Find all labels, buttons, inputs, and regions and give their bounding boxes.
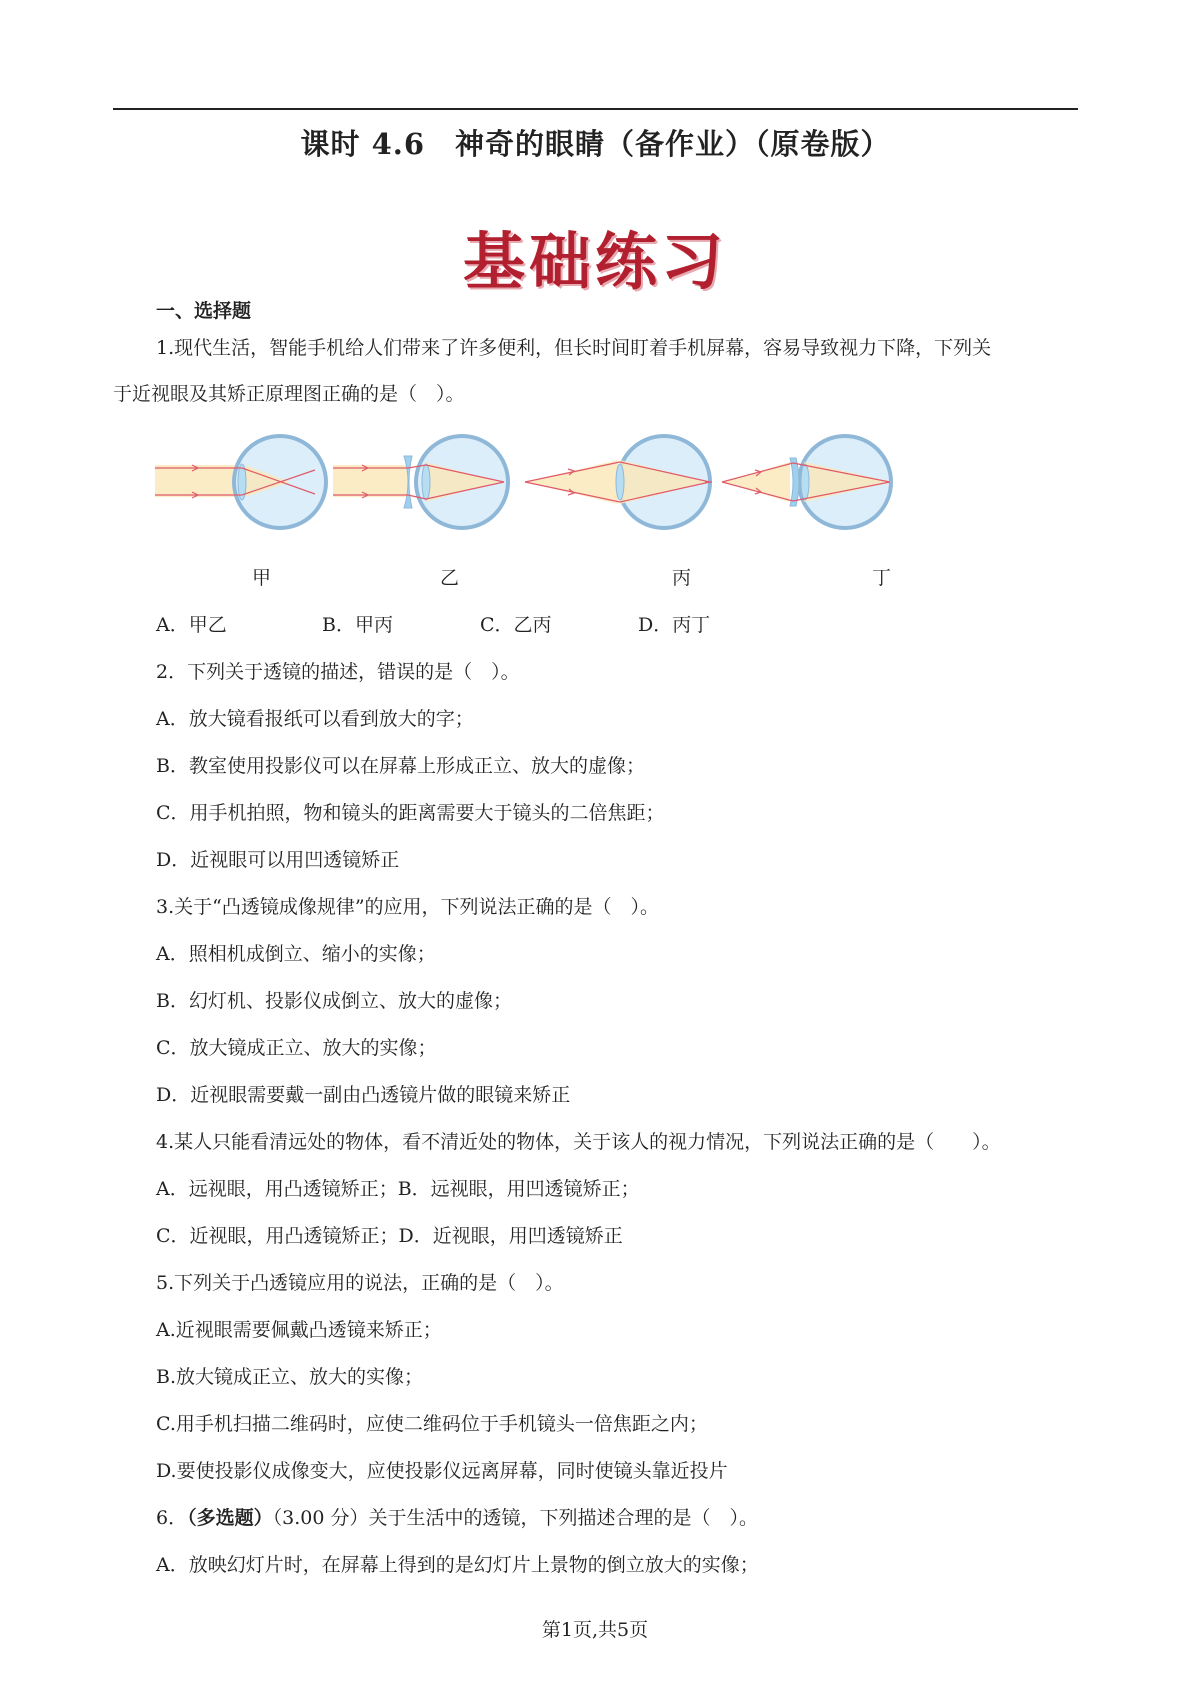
q5-option-c: C.用手机扫描二维码时，应使二维码位于手机镜头一倍焦距之内； [156,1413,708,1435]
q3-option-c: C．放大镜成正立、放大的实像； [156,1037,437,1059]
eye-diagram-jia [155,436,326,528]
header-rule [113,108,1078,110]
q6-multi-select-tag: （多选题） [187,1507,273,1529]
q5-stem: 5.下列关于凸透镜应用的说法，正确的是（ ）。 [156,1272,564,1294]
q3-option-d: D．近视眼需要戴一副由凸透镜片做的眼镜来矫正 [156,1084,571,1106]
eye-diagram-bing [525,436,712,528]
q1-option-c: C．乙丙 [480,614,552,636]
q5-option-d: D.要使投影仪成像变大，应使投影仪远离屏幕，同时使镜头靠近投片 [156,1460,728,1482]
q4-option-ab: A．远视眼，用凸透镜矫正；B．远视眼，用凹透镜矫正； [156,1178,640,1200]
figure-label-yi: 乙 [440,567,460,589]
q3-stem: 3.关于“凸透镜成像规律”的应用，下列说法正确的是（ ）。 [156,896,660,918]
q1-option-b: B．甲丙 [322,614,393,636]
q5-option-b: B.放大镜成正立、放大的实像； [156,1366,424,1388]
figure-label-jia: 甲 [252,567,272,589]
q6-number: 6． [156,1507,188,1529]
figure-label-bing: 丙 [672,567,692,589]
q1-option-a: A．甲乙 [156,614,227,636]
page-footer: 第1页,共5页 [541,1619,649,1641]
q2-option-b: B．教室使用投影仪可以在屏幕上形成正立、放大的虚像； [156,755,645,777]
q2-option-d: D．近视眼可以用凹透镜矫正 [156,849,400,871]
section-heading: 一、选择题 [156,300,252,322]
q1-stem-line1: 1.现代生活，智能手机给人们带来了许多便利，但长时间盯着手机屏幕，容易导致视力下降，下列关 [156,337,992,359]
q6-stem [156,1503,758,1530]
q3-option-a: A．照相机成倒立、缩小的实像； [156,943,436,965]
q6-option-a: A．放映幻灯片时，在屏幕上得到的是幻灯片上景物的倒立放大的实像； [156,1554,759,1576]
q5-option-a: A.近视眼需要佩戴凸透镜来矫正； [156,1319,442,1341]
section-banner: 基础练习 [462,225,727,298]
eye-diagram-ding [722,436,892,528]
q2-option-c: C．用手机拍照，物和镜头的距离需要大于镜头的二倍焦距； [156,802,665,824]
q3-option-b: B．幻灯机、投影仪成倒立、放大的虚像； [156,990,512,1012]
q4-option-cd: C．近视眼，用凸透镜矫正；D．近视眼，用凹透镜矫正 [156,1225,623,1247]
page-title: 课时 4.6 神奇的眼睛（备作业）（原卷版） [300,127,891,161]
q1-stem-line2: 于近视眼及其矫正原理图正确的是（ ）。 [113,383,465,405]
q1-option-d: D．丙丁 [638,614,711,636]
q4-stem: 4.某人只能看清远处的物体，看不清近处的物体，关于该人的视力情况，下列说法正确的是（ ）。 [156,1131,1001,1153]
q6-stem-text: （3.00 分）关于生活中的透镜，下列描述合理的是（ ）。 [272,1507,758,1529]
eye-diagram-yi [333,436,508,528]
figure-label-ding: 丁 [872,567,892,589]
eye-diagrams [150,432,960,542]
q2-option-a: A．放大镜看报纸可以看到放大的字； [156,708,474,730]
q2-stem: 2．下列关于透镜的描述，错误的是（ ）。 [156,661,520,683]
